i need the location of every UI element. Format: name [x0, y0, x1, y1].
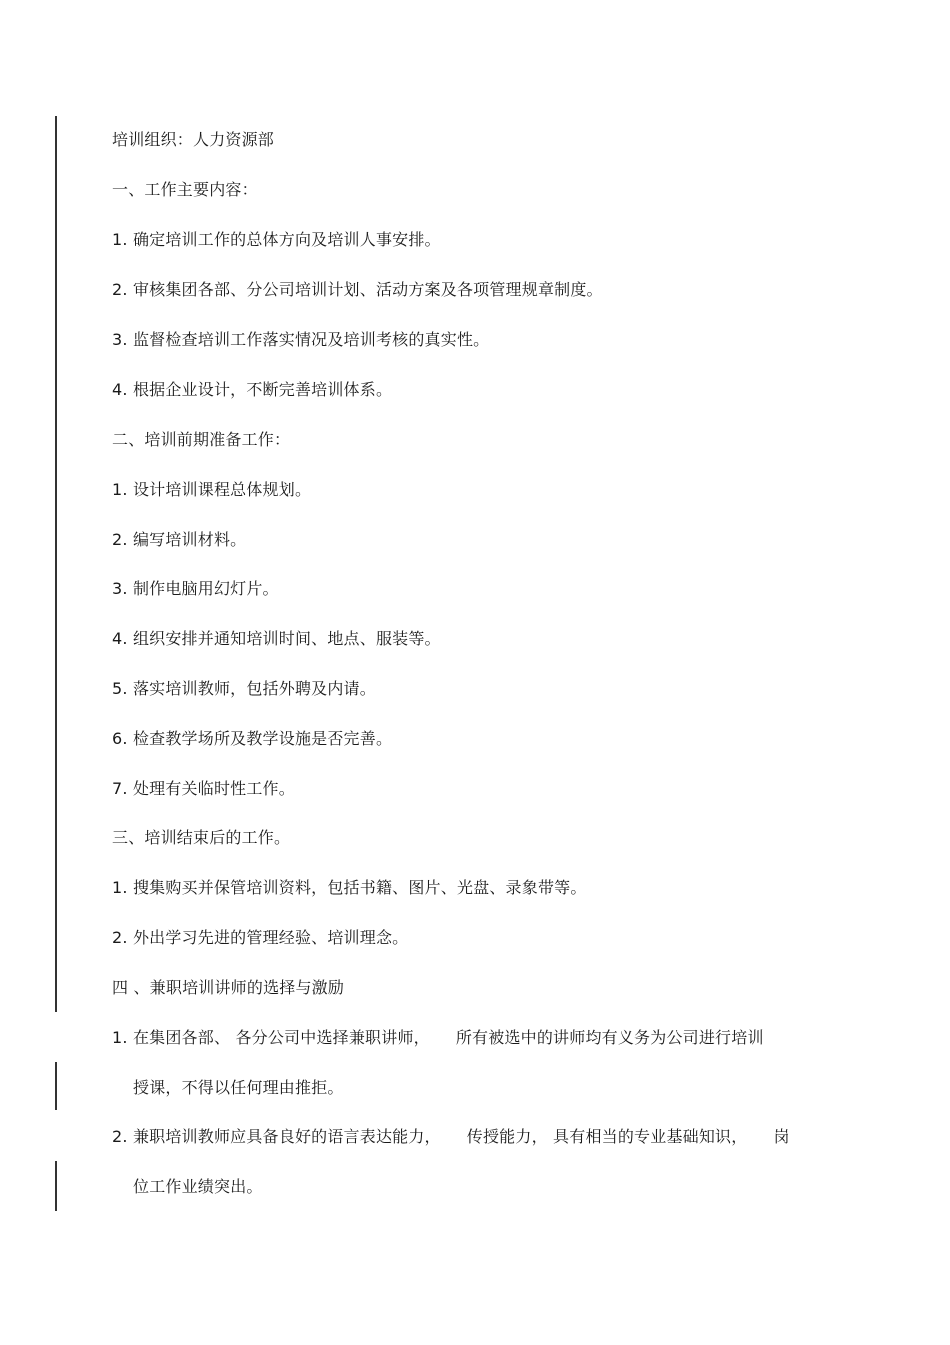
list-item: 7. 处理有关临时性工作。 [112, 779, 295, 798]
org-line: 培训组织：人力资源部 [112, 130, 275, 149]
item2-text-c: 岗 [773, 1127, 790, 1146]
list-item: 2. 编写培训材料。 [112, 530, 247, 549]
list-item-continuation: 授课，不得以任何理由推拒。 [133, 1078, 344, 1097]
list-item: 4. 组织安排并通知培训时间、地点、服装等。 [112, 629, 441, 648]
list-item [112, 1027, 764, 1049]
list-item: 4. 根据企业设计，不断完善培训体系。 [112, 380, 393, 399]
margin-bar-main [55, 116, 57, 1012]
item2-text-a: 2. 兼职培训教师应具备良好的语言表达能力， [112, 1127, 441, 1146]
list-item: 2. 外出学习先进的管理经验、培训理念。 [112, 928, 409, 947]
section-heading-3: 三、培训结束后的工作。 [112, 828, 291, 847]
list-item: 3. 制作电脑用幻灯片。 [112, 579, 279, 598]
list-item-continuation: 位工作业绩突出。 [133, 1177, 263, 1196]
item1-text-b: 所有被选中的讲师均有义务为公司进行培训 [455, 1028, 764, 1047]
list-item: 3. 监督检查培训工作落实情况及培训考核的真实性。 [112, 330, 490, 349]
list-item: 6. 检查教学场所及教学设施是否完善。 [112, 729, 393, 748]
list-item: 5. 落实培训教师，包括外聘及内请。 [112, 679, 376, 698]
margin-bar-item1 [55, 1062, 57, 1110]
list-item: 1. 确定培训工作的总体方向及培训人事安排。 [112, 230, 441, 249]
item1-text-a: 1. 在集团各部、 各分公司中选择兼职讲师， [112, 1028, 430, 1047]
item2-text-b: 传授能力， 具有相当的专业基础知识， [466, 1127, 748, 1146]
list-item: 1. 设计培训课程总体规划。 [112, 480, 312, 499]
section-heading-1: 一、工作主要内容： [112, 180, 258, 199]
list-item: 2. 审核集团各部、分公司培训计划、活动方案及各项管理规章制度。 [112, 280, 603, 299]
section-heading-2: 二、培训前期准备工作： [112, 430, 291, 449]
margin-bar-item2 [55, 1161, 57, 1211]
section-heading-4: 四 、兼职培训讲师的选择与激励 [112, 978, 345, 997]
list-item: 1. 搜集购买并保管培训资料，包括书籍、图片、光盘、录象带等。 [112, 878, 587, 897]
list-item [112, 1126, 790, 1148]
